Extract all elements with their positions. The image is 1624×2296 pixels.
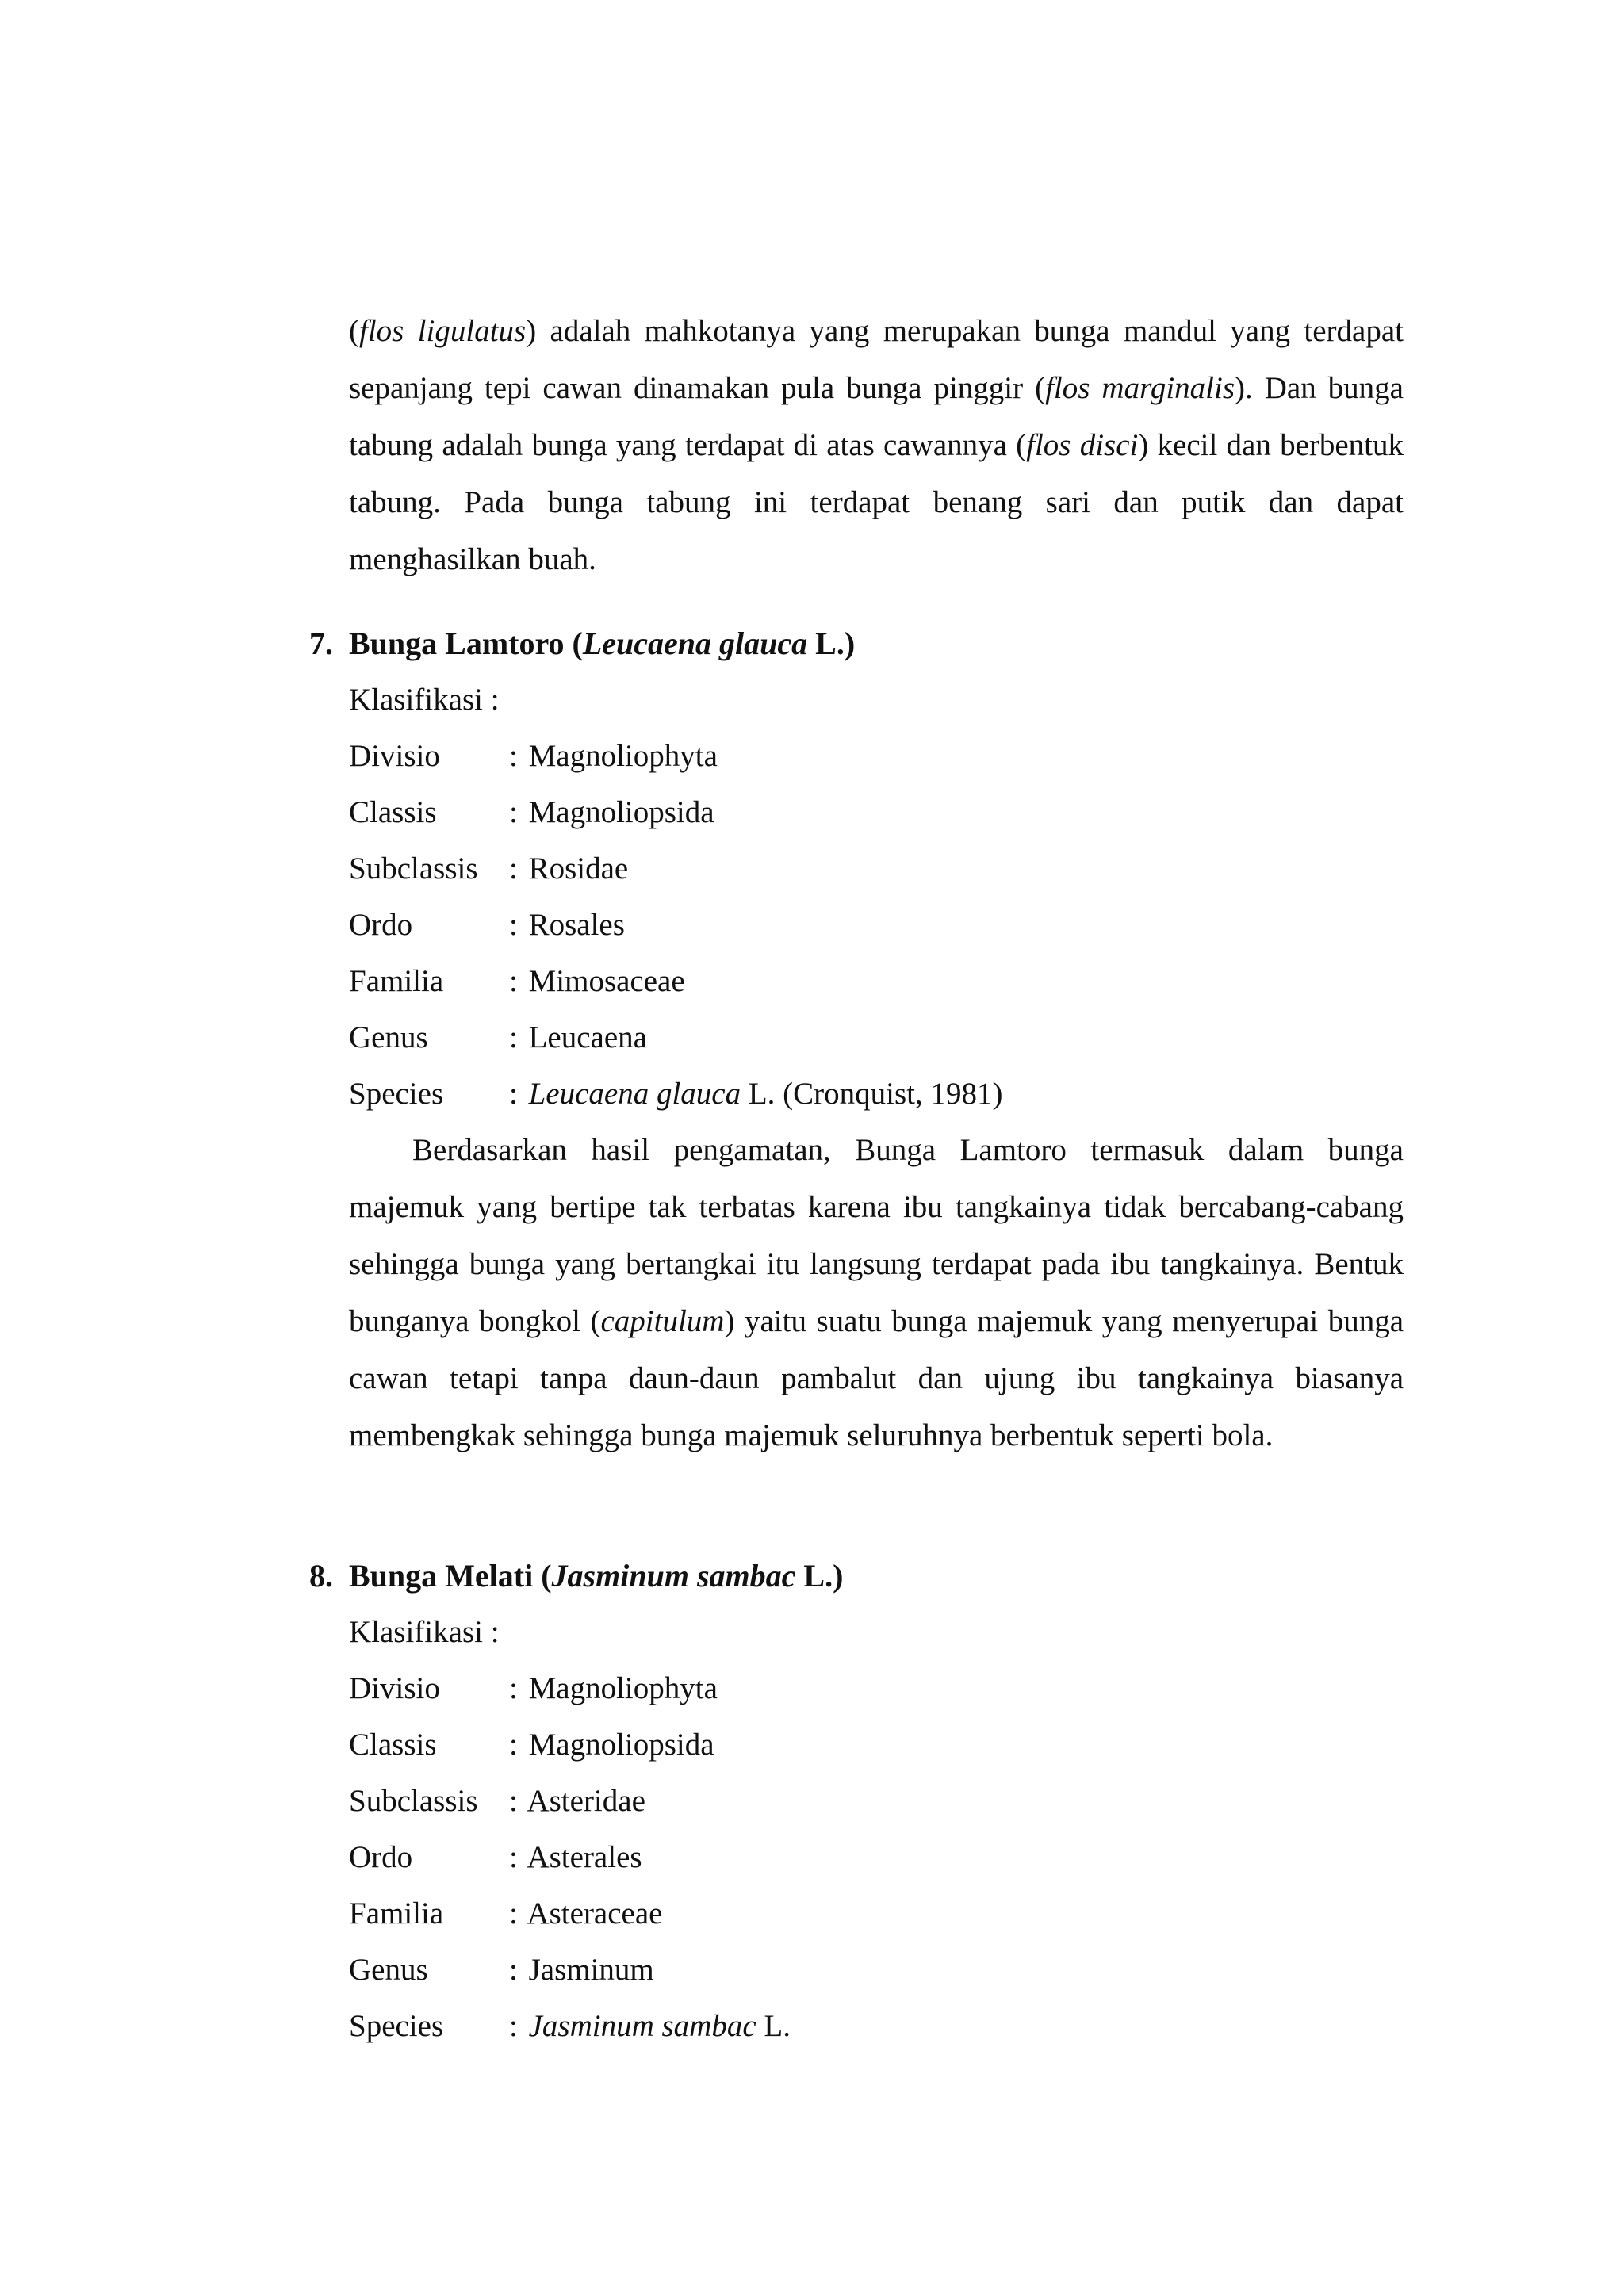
- taxonomy-row: Subclassis : Asteridae: [349, 1773, 645, 1830]
- taxonomy-row: Classis : Magnoliopsida: [349, 1716, 714, 1774]
- taxon-value: Asteridae: [527, 1784, 645, 1818]
- taxonomy-row: Genus : Jasminum: [349, 1942, 654, 1999]
- taxon-rank: Classis: [349, 795, 437, 829]
- taxon-value: Magnoliophyta: [528, 739, 718, 773]
- taxon-rank: Familia: [349, 964, 444, 998]
- taxonomy-row: Familia : Mimosaceae: [349, 953, 685, 1010]
- taxon-rank: Subclassis: [349, 1784, 478, 1818]
- taxon-rank: Genus: [349, 1020, 428, 1054]
- taxonomy-row: Familia : Asteraceae: [349, 1885, 662, 1942]
- taxon-rank: Divisio: [349, 1671, 440, 1705]
- taxonomy-row-species: Species : Leucaena glauca L. (Cronquist, 1981): [349, 1066, 1003, 1123]
- klasifikasi-label: Klasifikasi :: [349, 683, 500, 717]
- section-number: 8.: [309, 1558, 333, 1594]
- taxon-rank: Divisio: [349, 739, 440, 773]
- taxonomy-row: Divisio : Magnoliophyta: [349, 728, 718, 785]
- section-7-heading: 7. Bunga Lamtoro (Leucaena glauca L.): [309, 615, 855, 672]
- taxon-value: Asterales: [527, 1840, 642, 1874]
- taxon-rank: Subclassis: [349, 851, 478, 886]
- taxon-value: Rosales: [528, 908, 625, 942]
- taxonomy-row: Genus : Leucaena: [349, 1009, 647, 1066]
- taxon-value: Rosidae: [528, 851, 629, 886]
- taxonomy-row: Divisio : Magnoliophyta: [349, 1660, 718, 1717]
- taxon-rank: Familia: [349, 1896, 444, 1931]
- taxon-rank: Species: [349, 1077, 444, 1111]
- taxon-rank: Classis: [349, 1728, 437, 1762]
- klasifikasi-label: Klasifikasi :: [349, 1615, 500, 1649]
- taxon-rank: Species: [349, 2009, 444, 2043]
- taxon-value: Mimosaceae: [528, 964, 685, 998]
- taxonomy-row: Classis : Magnoliopsida: [349, 784, 714, 841]
- taxon-value: Magnoliopsida: [528, 1728, 714, 1762]
- taxonomy-row: Subclassis : Rosidae: [349, 840, 628, 897]
- taxonomy-row: Ordo : Rosales: [349, 897, 625, 954]
- intro-paragraph: (flos ligulatus) adalah mahkotanya yang merupakan bunga mandul yang terdapat sepanjang tepi cawan dinamakan pula bunga pinggir (flos marginalis). Dan bunga tabung adalah bunga yang terdapat di atas cawannya (flos disci) kecil dan berbentuk tabung. Pada bunga tabung ini terdapat benang sari dan putik dan dapat menghasilkan buah.: [349, 314, 1404, 576]
- taxon-rank: Genus: [349, 1953, 428, 1987]
- taxon-value: Jasminum: [528, 1953, 654, 1987]
- species-latin: Leucaena glauca: [528, 1077, 741, 1111]
- section-7-paragraph: Berdasarkan hasil pengamatan, Bunga Lamtoro termasuk dalam bunga majemuk yang bertipe tak terbatas karena ibu tangkainya tidak bercabang-cabang sehingga bunga yang bertangkai itu langsung terdapat pada ibu tangkainya. Bentuk bunganya bongkol (capitulum) yaitu suatu bunga majemuk yang menyerupai bunga cawan tetapi tanpa daun-daun pambalut dan ujung ibu tangkainya biasanya membengkak sehingga bunga majemuk seluruhnya berbentuk seperti bola.: [349, 1133, 1404, 1452]
- taxon-rank: Ordo: [349, 1840, 413, 1874]
- section-number: 7.: [309, 626, 333, 661]
- section-8-heading: 8. Bunga Melati (Jasminum sambac L.): [309, 1548, 843, 1605]
- taxonomy-row: Ordo : Asterales: [349, 1829, 642, 1886]
- taxon-rank: Ordo: [349, 908, 413, 942]
- taxonomy-row-species: Species : Jasminum sambac L.: [349, 1998, 791, 2055]
- taxon-value: Asteraceae: [527, 1896, 663, 1931]
- taxon-value: Leucaena: [528, 1020, 647, 1054]
- taxon-value: Magnoliophyta: [528, 1671, 718, 1705]
- species-latin: Jasminum sambac: [528, 2009, 756, 2043]
- taxon-value: Magnoliopsida: [528, 795, 714, 829]
